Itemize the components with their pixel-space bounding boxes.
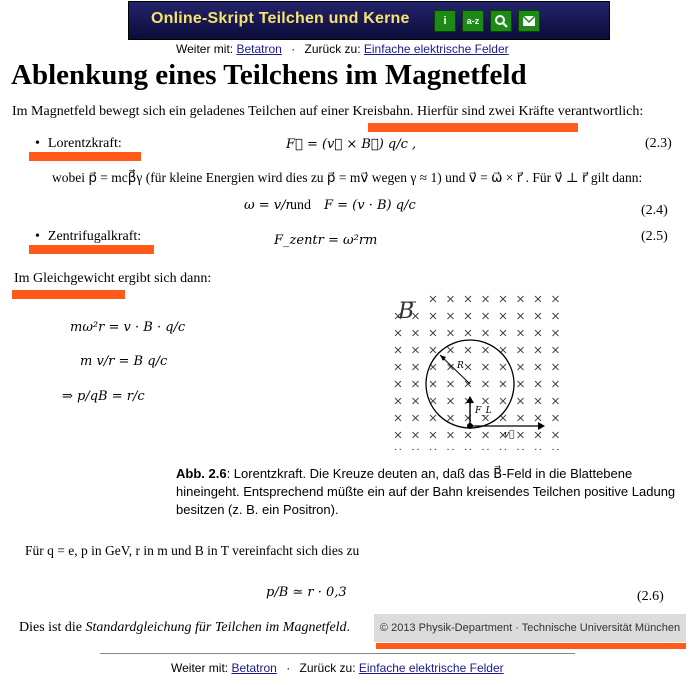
field-cross-mark	[395, 432, 401, 438]
field-cross-mark	[535, 330, 541, 336]
field-cross-mark	[535, 296, 541, 302]
field-cross-mark	[483, 347, 489, 353]
field-cross-mark	[518, 347, 524, 353]
field-cross-mark	[465, 330, 471, 336]
field-cross-mark	[553, 432, 559, 438]
intro-text: Im Magnetfeld bewegt sich ein geladenes Teilchen auf einer Kreisbahn. Hierfür sind zwei Kräfte verantwortlich:	[12, 104, 644, 119]
field-cross-mark	[413, 330, 419, 336]
figure-caption	[176, 465, 686, 519]
field-cross-mark	[518, 364, 524, 370]
field-cross-mark	[448, 432, 454, 438]
field-cross-mark	[413, 415, 419, 421]
field-cross-mark	[483, 364, 489, 370]
next-label: Weiter mit:	[171, 661, 229, 675]
field-cross-mark	[535, 313, 541, 319]
field-cross-mark	[430, 381, 436, 387]
field-cross-mark	[430, 296, 436, 302]
equation-2-3: F⃗ = (v⃗ × B⃗) q/c ,	[286, 137, 417, 152]
field-cross-mark	[395, 347, 401, 353]
field-cross-mark	[553, 330, 559, 336]
field-cross-mark	[500, 398, 506, 404]
back-label: Zurück zu:	[299, 661, 356, 675]
field-cross-mark	[430, 330, 436, 336]
field-cross-mark	[518, 296, 524, 302]
field-cross-mark	[448, 381, 454, 387]
highlight-bar	[368, 123, 578, 132]
field-cross-mark	[535, 398, 541, 404]
field-cross-mark	[483, 398, 489, 404]
field-cross-mark	[395, 381, 401, 387]
figure-r-label: R	[457, 361, 464, 371]
equilibrium-text: Im Gleichgewicht ergibt sich dann:	[14, 271, 212, 286]
field-cross-mark	[553, 449, 559, 450]
field-cross-mark	[518, 313, 524, 319]
equation-2-4-force: F = (v · B) q/c	[324, 198, 416, 213]
figure-f-label: F_L	[475, 406, 492, 416]
field-cross-mark	[448, 296, 454, 302]
derivation-line-2: m v/r = B q/c	[80, 354, 168, 369]
field-cross-mark	[448, 398, 454, 404]
field-cross-mark	[553, 398, 559, 404]
figure-b-label: B	[398, 299, 415, 324]
field-cross-mark	[430, 432, 436, 438]
field-cross-mark	[518, 415, 524, 421]
closing-suffix: .	[346, 620, 351, 635]
derivation-line-3: ⇒ p/qB = r/c	[62, 389, 145, 404]
field-cross-mark	[500, 296, 506, 302]
closing-emphasis: Standardgleichung für Teilchen im Magnetfeld	[85, 620, 347, 635]
field-cross-mark	[395, 415, 401, 421]
field-cross-mark	[465, 313, 471, 319]
field-cross-mark	[483, 381, 489, 387]
field-cross-mark	[518, 398, 524, 404]
info-icon[interactable]: i	[434, 10, 456, 32]
field-cross-mark	[553, 381, 559, 387]
field-cross-mark	[465, 432, 471, 438]
field-cross-mark	[413, 381, 419, 387]
equation-2-5: F_zentr = ω²rm	[274, 233, 378, 248]
field-cross-mark	[483, 432, 489, 438]
field-cross-mark	[535, 449, 541, 450]
field-cross-mark	[553, 313, 559, 319]
top-navigation	[176, 42, 509, 56]
field-cross-mark	[395, 330, 401, 336]
nav-separator: ·	[286, 661, 291, 675]
wobei-text: wobei p⃗ = mcβ⃗γ (für kleine Energien wird dies zu p⃗ = mv⃗ wegen γ ≈ 1) und v⃗ = ω⃗ × r⃗ . Für v⃗ ⊥ r⃗ gilt dann:	[52, 170, 643, 185]
derivation-line-1: mω²r = v · B · q/c	[70, 320, 186, 335]
highlight-bar	[29, 152, 141, 161]
equation-number-2-4: (2.4)	[641, 203, 668, 218]
units-text: Für q = e, p in GeV, r in m und B in T vereinfacht sich dies zu	[25, 543, 360, 558]
field-cross-mark	[465, 449, 471, 450]
equation-2-6: p/B ≃ r · 0,3	[266, 585, 347, 600]
highlight-bar	[12, 290, 125, 299]
figure-lorentz-diagram	[390, 292, 562, 450]
field-cross-mark	[395, 398, 401, 404]
field-cross-mark	[518, 330, 524, 336]
field-cross-mark	[518, 381, 524, 387]
closing-prefix: Dies ist die	[19, 620, 86, 635]
field-cross-mark	[553, 296, 559, 302]
field-cross-mark	[430, 415, 436, 421]
field-cross-mark	[413, 398, 419, 404]
field-cross-mark	[500, 313, 506, 319]
field-cross-mark	[448, 313, 454, 319]
next-label: Weiter mit:	[176, 42, 234, 56]
field-cross-mark	[465, 296, 471, 302]
field-cross-mark	[395, 364, 401, 370]
field-cross-mark	[413, 449, 419, 450]
header-banner	[128, 1, 610, 40]
field-cross-mark	[430, 313, 436, 319]
back-label: Zurück zu:	[304, 42, 361, 56]
next-link-betatron[interactable]: Betatron	[236, 42, 282, 56]
field-cross-mark	[553, 364, 559, 370]
back-link-elektrische-felder[interactable]: Einfache elektrische Felder	[363, 42, 509, 56]
bottom-navigation	[171, 661, 504, 675]
field-cross-mark	[535, 415, 541, 421]
equation-number-2-5: (2.5)	[641, 229, 668, 244]
field-cross-mark	[465, 364, 471, 370]
caption-label: Abb. 2.6	[176, 466, 227, 481]
bullet-zentrifugal-label: Zentrifugalkraft:	[47, 229, 142, 244]
field-cross-mark	[413, 347, 419, 353]
field-cross-mark	[535, 347, 541, 353]
page-title: Ablenkung eines Teilchens im Magnetfeld	[11, 59, 527, 91]
bullet-zentrifugal	[35, 229, 141, 245]
figure-v-label: v⃗	[504, 430, 515, 440]
field-cross-mark	[500, 449, 506, 450]
search-icon[interactable]	[490, 10, 512, 32]
field-cross-mark	[395, 449, 401, 450]
field-cross-mark	[413, 364, 419, 370]
caption-text: : Lorentzkraft. Die Kreuze deuten an, daß das B⃗-Feld in die Blattebene hineingeht. Entsprechend müßte ein auf der Bahn kreisendes Teilchen positive Ladung besitzen (z. B. ein Positron).	[176, 466, 676, 517]
field-cross-mark	[500, 381, 506, 387]
field-cross-mark	[518, 449, 524, 450]
bullet-lorentz-label: Lorentzkraft:	[47, 136, 122, 151]
field-cross-mark	[518, 432, 524, 438]
back-link-elektrische-felder[interactable]: Einfache elektrische Felder	[358, 661, 504, 675]
field-cross-mark	[483, 296, 489, 302]
next-link-betatron[interactable]: Betatron	[231, 661, 277, 675]
highlight-bar	[376, 643, 686, 649]
nav-separator: ·	[291, 42, 296, 56]
field-cross-mark	[553, 347, 559, 353]
highlight-bar	[29, 245, 154, 254]
field-cross-mark	[483, 313, 489, 319]
field-cross-mark	[430, 449, 436, 450]
a-z-index-icon[interactable]: a-z	[462, 10, 484, 32]
field-cross-mark	[535, 432, 541, 438]
bullet-dot: •	[35, 229, 40, 244]
field-cross-mark	[465, 347, 471, 353]
field-cross-mark	[483, 449, 489, 450]
field-cross-mark	[500, 330, 506, 336]
field-cross-mark	[535, 381, 541, 387]
copyright-notice: © 2013 Physik-Department · Technische Universität München	[374, 614, 686, 642]
equation-number-2-3: (2.3)	[645, 136, 672, 151]
field-cross-mark	[535, 364, 541, 370]
equation-number-2-6: (2.6)	[637, 589, 664, 604]
field-cross-mark	[448, 347, 454, 353]
field-cross-mark	[448, 415, 454, 421]
divider	[100, 653, 575, 654]
bullet-dot: •	[35, 136, 40, 151]
field-cross-mark	[500, 364, 506, 370]
field-cross-mark	[430, 347, 436, 353]
equation-2-4-omega: ω = v/r	[244, 198, 292, 213]
field-cross-mark	[448, 330, 454, 336]
field-cross-mark	[553, 415, 559, 421]
mail-icon[interactable]	[518, 10, 540, 32]
field-cross-mark	[448, 449, 454, 450]
equation-2-4-und: und	[290, 198, 311, 213]
banner-title: Online-Skript Teilchen und Kerne	[151, 10, 410, 27]
field-cross-mark	[413, 432, 419, 438]
bullet-lorentz	[35, 136, 122, 152]
field-cross-mark	[483, 330, 489, 336]
closing-text	[19, 620, 350, 636]
